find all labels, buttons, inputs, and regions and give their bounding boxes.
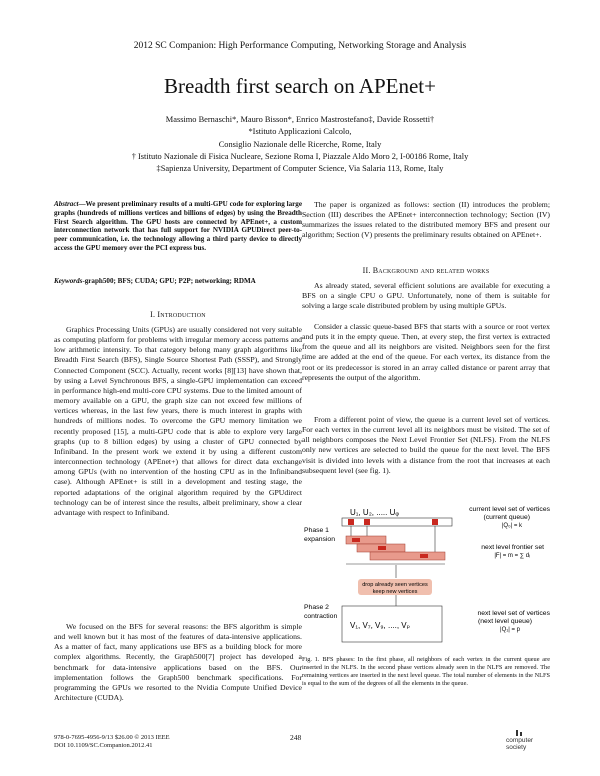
keywords — [54, 277, 302, 286]
intro-paragraph-1 — [54, 325, 302, 518]
bg-p2-text: Consider a classic queue-based BFS that starts with a source or root vertex and puts it in the empty queue. Then, at every step, the first vertex is extracted from the queue and all its neighbors are visited. Neighbors seen for the first time are added at the end of the queue. For each vertex, its distance from the root or its predecessor is stored in an array called distance or parent array that represents the output of the algorithm. — [302, 322, 550, 382]
phase2-label: Phase 2 — [304, 604, 329, 611]
logo-text: computer society — [506, 737, 534, 751]
computer-society-logo — [506, 730, 552, 752]
intro-paragraph-2 — [54, 622, 302, 703]
affiliation-1b: Consiglio Nazionale delle Ricerche, Rome, Italy — [218, 139, 382, 149]
affiliation-2: † Istituto Nazionale di Fisica Nucleare, Sezione Roma I, Piazzale Aldo Moro 2, I-00186 Rome, Italy — [131, 151, 469, 161]
org-text: The paper is organized as follows: section (II) introduces the problem; Section (III) describes the APEnet+ interconnection technology; Section (IV) summarizes the issues related to the distributed memory BFS and present our algorithm; Section (V) presents the preliminary results obtained on APEnet+. — [302, 200, 550, 240]
queue-cell-p — [432, 519, 438, 525]
phase1-label: Phase 1 — [304, 527, 329, 534]
background-paragraph-2 — [302, 322, 550, 383]
q0-label: |Q₀| = k — [501, 523, 522, 529]
frontier-mark-2 — [378, 546, 386, 550]
section-background-heading: II. Background and related works — [362, 266, 490, 275]
bg-p1-text: As already stated, several efficient solutions are available for executing a BFS on a single CPU o GPU. Unfortunately, none of them is suitable for solving a large scale distributed problem by using multiple GPUs. — [302, 281, 550, 311]
affiliation-3: ‡Sapienza University, Department of Computer Science, Via Salaria 113, Rome, Italy — [156, 164, 444, 174]
paper-title: Breadth first search on APEnet+ — [164, 74, 436, 98]
bg-p3-text: From a different point of view, the queue is a current level set of vertices. For each vertex in the current level all its neighbors must be visited. The set of all neighbors composes the Next Level Frontier Set (NLFS). From the NLFS only new vertices are selected to build the queue for the next level. The BFS visit is divided into levels with a distance from the root that increases at each subsequent level (see fig. 1). — [302, 415, 550, 475]
intro-p2-text: We focused on the BFS for several reasons: the BFS algorithm is simple and well known but it has most of the features of data-intensive applications. As a matter of fact, many applications use BFS as a building block for more complex algorithms. Recently, the Graph500[7] project has developed a benchmark for data-intensive applications based on the BFS. Our implementation follows the Graph500 benchmark specifications. For programming the GPUs we resorted to the Nvidia Compute Unified Device Architecture (CUDA). — [54, 622, 302, 703]
figure-caption: Fig. 1. BFS phases: In the first phase, all neighbors of each vertex in the current queue are inserted in the NLFS. In the second phase vertices already seen in the NLFS are removed. The remaining vertices are inserted in the next level queue. The total number of elements in the NLFS is equal to the sum of the degrees of all the elements in the queue. — [302, 656, 550, 687]
frontier-mark-p — [420, 554, 428, 558]
next-queue-label: (next level queue) — [477, 618, 532, 625]
current-queue-label: (current queue) — [483, 514, 530, 521]
background-paragraph-3 — [302, 415, 550, 476]
footer-isbn: 978-0-7695-4956-9/13 $26.00 © 2013 IEEE — [54, 734, 170, 741]
bottom-vertices-label: V₁, V₇, V₉, ...., Vₚ — [350, 621, 411, 630]
bfs-phases-diagram — [302, 502, 552, 652]
next-level-label: next level set of vertices — [477, 610, 550, 617]
page-number: 248 — [290, 733, 302, 742]
abstract-text: —We present preliminary results of a multi-GPU code for exploring large graphs (hundreds of millions vertices and billions of edges) by using the Breadth First Search algorithm. The GPU hosts are connected by APEnet+, a custom interconnection network that has full support for NVIDIA GPUDirect peer-to-peer communication, i.e. the technology allowing a third party device to directly access the GPU memory over the PCI express bus. — [54, 200, 302, 252]
q1-label: |Q₁| = p — [500, 627, 520, 633]
keywords-text: -graph500; BFS; CUDA; GPU; P2P; networking; RDMA — [82, 277, 256, 285]
top-vertices-label: U₁, U₂, ..... Uᵩ — [350, 508, 399, 517]
frontier-block-p — [370, 552, 445, 560]
phase2-sub-label: contraction — [304, 613, 338, 620]
frontier-size-label: |F| = m = ∑ dᵢ — [494, 553, 530, 559]
organization-paragraph — [302, 200, 550, 241]
conference-header: 2012 SC Companion: High Performance Computing, Networking Storage and Analysis — [133, 41, 467, 51]
author-block — [60, 114, 540, 175]
next-frontier-label: next level frontier set — [481, 544, 544, 551]
abstract-label: Abstract — [54, 200, 79, 208]
intro-p1-text: Graphics Processing Units (GPUs) are usually considered not very suitable as computing platform for problems with irregular memory access patterns and low arithmetic intensity. To that category belong many graph algorithms like Breadth First Search (BFS), Single Source Shortest Path (SSSP), and Strongly Connected Component (SCC). Actually, recent works [8][13] have shown that, by using a Level Synchronous BFS, a single-GPU implementation can exceed in performance high-end multi-core CPU systems. Due to the limited amount of memory available on a GPU, the graph size can not exceed few millions of vertices whereas, in the last few years, there is much interest in graphs with hundreds of millions nodes. To overcome the GPU memory limitation we recently proposed [15], a multi-GPU code that is able to explore very large graphs (up to 8 billion edges) by using a cluster of GPU connected by Infiniband. In the present work we extend it by using a different custom interconnection technology (APEnet+) that allows for direct data exchange among GPUs (with no intervention of the hosting CPU as in the Infiniband case). Although APEnet+ is still in a development and testing stage, the reported adaptations of the original algorithm required by the GPUdirect technology can be of interest since the results, albeit preliminary, show a clear advantage with respect to Infiniband. — [54, 325, 302, 517]
queue-cell-1 — [348, 519, 354, 525]
footer-doi: DOI 10.1109/SC.Companion.2012.41 — [54, 742, 153, 749]
queue-cell-2 — [364, 519, 370, 525]
figure-1 — [302, 502, 552, 652]
keywords-label: Keywords — [54, 277, 83, 285]
phase1-sub-label: expansion — [304, 536, 335, 543]
affiliation-1: *Istituto Applicazioni Calcolo, — [248, 127, 352, 137]
section-introduction-heading: I. Introduction — [150, 310, 206, 319]
abstract — [54, 200, 302, 253]
drop-label: drop already seen vertices — [362, 582, 428, 588]
author-names: Massimo Bernaschi*, Mauro Bisson*, Enrico Mastrostefano‡, Davide Rossetti† — [165, 115, 435, 124]
current-level-label: current level set of vertices — [469, 506, 550, 513]
frontier-mark-1 — [352, 538, 360, 542]
background-paragraph-1 — [302, 281, 550, 311]
keep-label: keep new vertices — [372, 589, 418, 595]
